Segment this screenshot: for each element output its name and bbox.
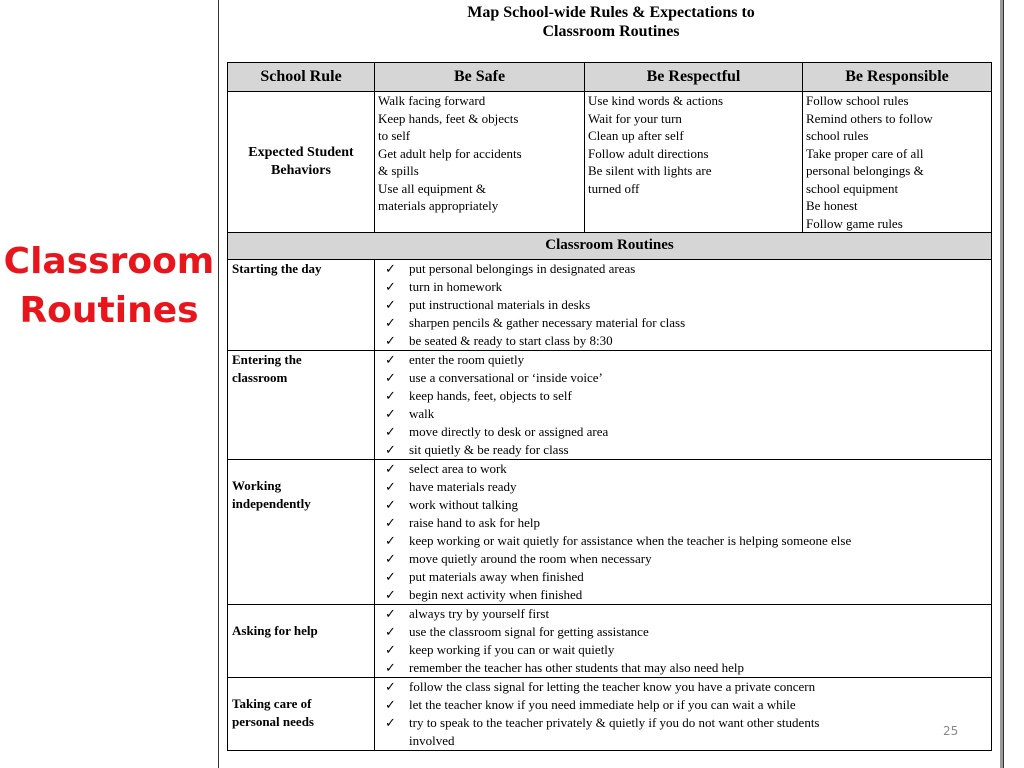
behavior-line: school equipment: [806, 180, 899, 196]
behavior-line: Follow school rules: [806, 93, 909, 108]
routine-item-text: sharpen pencils & gather necessary material for class: [409, 315, 686, 330]
routine-row-starting-the-day: [228, 260, 992, 351]
routine-label-line: Taking care of: [232, 696, 312, 711]
routine-label-line: Asking for help: [232, 623, 318, 638]
routine-item-text: try to speak to the teacher privately & quietly if you do not want other students: [409, 715, 820, 730]
be-safe-behaviors: [375, 92, 585, 233]
behavior-line: & spills: [378, 163, 419, 178]
check-icon: ✓: [385, 261, 396, 276]
routine-item: [385, 314, 991, 332]
routine-item: [385, 441, 991, 459]
routine-item: [385, 623, 991, 641]
routine-item-text: sit quietly & be ready for class: [409, 442, 569, 457]
routine-item-text: keep working if you can or wait quietly: [409, 642, 615, 657]
check-icon: ✓: [385, 461, 396, 476]
check-icon: ✓: [385, 279, 396, 294]
routine-item-text: involved: [409, 733, 455, 748]
routine-row-entering-classroom: [228, 351, 992, 460]
check-icon: ✓: [385, 660, 396, 675]
routine-items: [375, 678, 992, 751]
behavior-line: materials appropriately: [378, 198, 499, 213]
routine-item-text: use the classroom signal for getting assistance: [409, 624, 649, 639]
routine-label: [228, 460, 375, 605]
behavior-line: Clean up after self: [588, 128, 684, 143]
routine-items: [375, 460, 992, 605]
header-school-rule: School Rule: [228, 63, 375, 92]
behavior-line: Use kind words & actions: [588, 93, 724, 108]
behavior-line: Follow game rules: [806, 215, 903, 231]
routine-item-text: enter the room quietly: [409, 352, 525, 367]
behavior-line: Remind others to follow: [806, 110, 933, 126]
routine-item-text: move directly to desk or assigned area: [409, 424, 609, 439]
routine-label: [228, 605, 375, 678]
check-icon: ✓: [385, 388, 396, 403]
be-respectful-behaviors: [585, 92, 803, 233]
routine-row-personal-needs: [228, 678, 992, 751]
expected-behaviors-row: [228, 92, 992, 233]
header-be-respectful: Be Respectful: [585, 63, 803, 92]
routine-item: [385, 296, 991, 314]
slide-title: [0, 237, 218, 335]
routine-label-line: Entering the: [232, 352, 302, 367]
behavior-line: Use all equipment &: [378, 180, 486, 196]
rules-table: [227, 62, 992, 751]
routine-item-text: begin next activity when finished: [409, 587, 583, 602]
routine-item-text: put personal belongings in designated areas: [409, 261, 636, 276]
expected-behaviors-label: Expected Student Behaviors: [228, 92, 375, 233]
routine-label-line: classroom: [232, 369, 288, 385]
routine-item: [385, 351, 991, 369]
routine-items: [375, 351, 992, 460]
routine-item: [385, 405, 991, 423]
routine-item: [385, 496, 991, 514]
check-icon: ✓: [385, 606, 396, 621]
routine-item-text: let the teacher know if you need immediate help or if you can wait a while: [409, 697, 796, 712]
check-icon: ✓: [385, 533, 396, 548]
routine-label-line: Working: [232, 478, 282, 493]
routine-item: [385, 714, 991, 732]
page-number: 25: [943, 724, 959, 738]
routines-header: Classroom Routines: [228, 233, 992, 260]
routine-item-text: be seated & ready to start class by 8:30: [409, 333, 613, 348]
check-icon: ✓: [385, 679, 396, 694]
be-responsible-behaviors: [803, 92, 992, 233]
routine-row-working-independently: [228, 460, 992, 605]
behavior-line: Walk facing forward: [378, 93, 486, 108]
routine-item: [385, 550, 991, 568]
check-icon: ✓: [385, 497, 396, 512]
behavior-line: Keep hands, feet & objects: [378, 110, 519, 126]
slide-title-line2: Routines: [19, 290, 199, 331]
routine-item-text: remember the teacher has other students that may also need help: [409, 660, 744, 675]
header-be-responsible: Be Responsible: [803, 63, 992, 92]
behavior-line: Be honest: [806, 198, 858, 213]
routine-item: [385, 641, 991, 659]
check-icon: ✓: [385, 297, 396, 312]
routine-item-text: keep working or wait quietly for assistance when the teacher is helping someone else: [409, 533, 852, 548]
routine-item-text: put instructional materials in desks: [409, 297, 591, 312]
document-title-line1: Map School-wide Rules & Expectations to: [467, 4, 755, 21]
routine-label-line: Starting the day: [232, 261, 322, 276]
behavior-line: Wait for your turn: [588, 110, 682, 126]
routine-label-line: personal needs: [232, 713, 314, 729]
check-icon: ✓: [385, 424, 396, 439]
check-icon: ✓: [385, 569, 396, 584]
check-icon: ✓: [385, 315, 396, 330]
document-title: [219, 3, 1003, 41]
routine-item: [385, 278, 991, 296]
behavior-line: Take proper care of all: [806, 145, 924, 161]
routine-item: [385, 369, 991, 387]
routine-label: [228, 351, 375, 460]
routine-item: [385, 260, 991, 278]
behavior-line: Get adult help for accidents: [378, 145, 522, 161]
routine-item-text: turn in homework: [409, 279, 503, 294]
check-icon: ✓: [385, 697, 396, 712]
routine-items: [375, 605, 992, 678]
check-icon: ✓: [385, 406, 396, 421]
routine-item-text: work without talking: [409, 497, 519, 512]
check-icon: ✓: [385, 333, 396, 348]
routine-item: [385, 678, 991, 696]
check-icon: ✓: [385, 587, 396, 602]
slide-title-line1: Classroom: [3, 241, 215, 282]
check-icon: ✓: [385, 370, 396, 385]
routine-item: [385, 568, 991, 586]
routine-item: [385, 387, 991, 405]
routine-item: [385, 586, 991, 604]
routine-label: [228, 678, 375, 751]
header-be-safe: Be Safe: [375, 63, 585, 92]
routine-row-asking-for-help: [228, 605, 992, 678]
routine-label: [228, 260, 375, 351]
routine-item-text: put materials away when finished: [409, 569, 584, 584]
routine-item: [385, 423, 991, 441]
routine-item-text: select area to work: [409, 461, 507, 476]
routine-item-text: move quietly around the room when necessary: [409, 551, 652, 566]
routine-item-text: have materials ready: [409, 479, 517, 494]
check-icon: ✓: [385, 551, 396, 566]
check-icon: ✓: [385, 479, 396, 494]
behavior-line: personal belongings &: [806, 163, 924, 178]
routine-item-text: follow the class signal for letting the teacher know you have a private concern: [409, 679, 816, 694]
routine-item: [385, 514, 991, 532]
document-image: [218, 0, 1004, 768]
check-icon: ✓: [385, 442, 396, 457]
routine-item-text: keep hands, feet, objects to self: [409, 388, 572, 403]
routine-items: [375, 260, 992, 351]
routine-item: [385, 696, 991, 714]
check-icon: ✓: [385, 352, 396, 367]
behavior-line: turned off: [588, 180, 640, 196]
routine-item: [385, 460, 991, 478]
check-icon: ✓: [385, 515, 396, 530]
check-icon: ✓: [385, 715, 396, 730]
check-icon: ✓: [385, 624, 396, 639]
routine-item: [385, 332, 991, 350]
routine-label-line: independently: [232, 495, 311, 511]
behavior-line: Be silent with lights are: [588, 163, 712, 178]
routine-item-text: always try by yourself first: [409, 606, 550, 621]
behavior-line: to self: [378, 128, 411, 143]
check-icon: ✓: [385, 642, 396, 657]
routine-item-text: use a conversational or ‘inside voice’: [409, 370, 603, 385]
behavior-line: school rules: [806, 128, 869, 143]
behavior-line: Follow adult directions: [588, 145, 709, 161]
routine-item: [385, 532, 991, 550]
routine-item: [385, 605, 991, 623]
routines-header-row: [228, 233, 992, 260]
rules-header-row: [228, 63, 992, 92]
document-title-line2: Classroom Routines: [542, 23, 680, 40]
routine-item-text: walk: [409, 406, 435, 421]
routine-item-text: raise hand to ask for help: [409, 515, 541, 530]
routine-item: [385, 478, 991, 496]
routine-item: [385, 659, 991, 677]
routine-item: [385, 732, 991, 750]
